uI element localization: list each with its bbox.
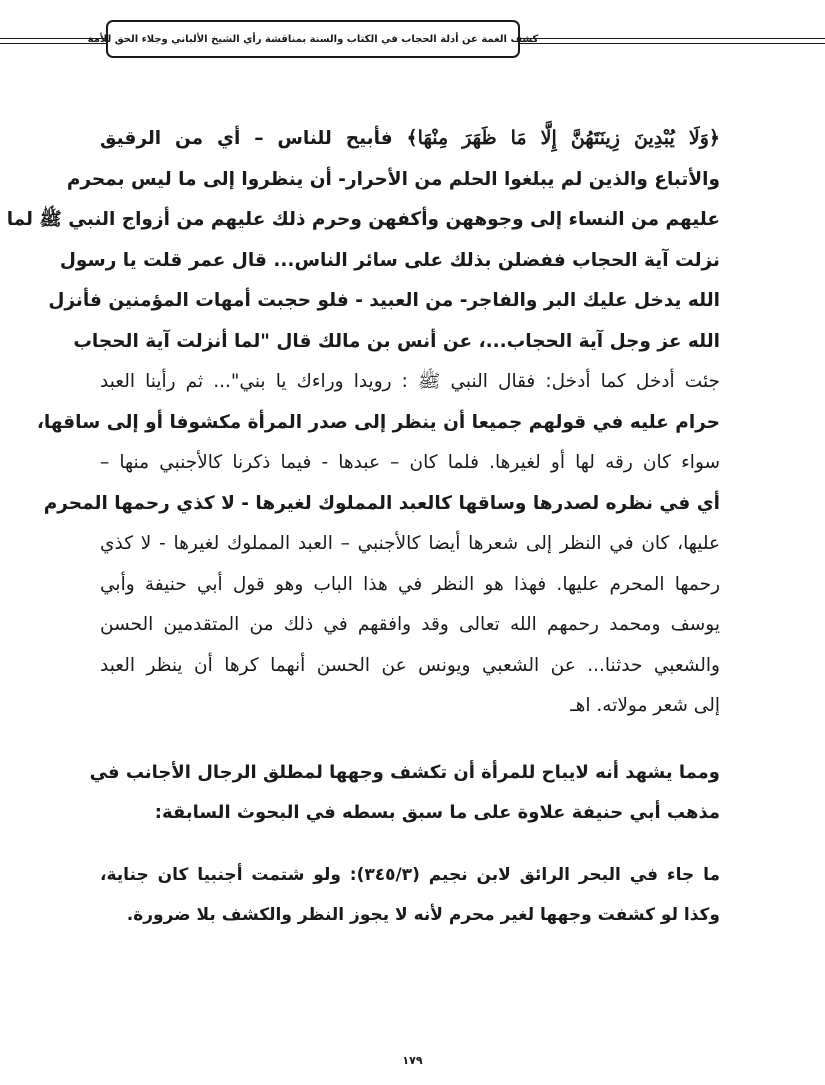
text-line: رحمها المحرم عليها. فهذا هو النظر في هذا الباب وهو قول أبي حنيفة وأبي	[100, 573, 720, 595]
text-line: نزلت آية الحجاب ففضلن بذلك على سائر الناس... قال عمر قلت يا رسول	[59, 249, 720, 271]
paragraph-bahr-raiq-quote	[100, 855, 720, 935]
text-line: ومما يشهد أنه لايباح للمرأة أن تكشف وجهها لمطلق الرجال الأجانب في	[89, 761, 720, 783]
page-body	[6, 118, 720, 935]
text-line: وكذا لو كشفت وجهها لغير محرم لأنه لا يجوز النظر والكشف بلا ضرورة.	[126, 904, 720, 925]
text-line: الله عز وجل آية الحجاب...، عن أنس بن مالك قال "لما أنزلت آية الحجاب	[73, 330, 720, 352]
text-line: والأتباع والذين لم يبلغوا الحلم من الأحرار- أن ينظروا إلى ما ليس بمحرم	[66, 168, 720, 190]
text-line: عليها، كان في النظر إلى شعرها أيضا كالأجنبي – العبد المملوك لغيرها - لا كذي	[100, 533, 720, 554]
text-line: جئت أدخل كما أدخل: فقال النبي ﷺ : رويدا وراءك يا بني"... ثم رأينا العبد	[100, 371, 720, 392]
paragraph-hanafi-evidence	[89, 753, 720, 833]
text-line: سواء كان رقه لها أو لغيرها. فلما كان – عبدها - فيما ذكرنا كالأجنبي منها –	[100, 452, 720, 473]
text-line: عليهم من النساء إلى وجوههن وأكفهن وحرم ذلك عليهم من أزواج النبي ﷺ لما	[6, 209, 720, 230]
text-line: ما جاء في البحر الرائق لابن نجيم (٣٤٥/٣): ولو شتمت أجنبيا كان جناية،	[100, 864, 720, 885]
text-line: مذهب أبي حنيفة علاوة على ما سبق بسطه في البحوث السابقة:	[154, 801, 720, 823]
text-line-1-rest: فأبيح للناس – أي من الرقيق	[100, 128, 393, 149]
text-line: يوسف ومحمد رحمهم الله تعالى وقد وافقهم في ذلك من المتقدمين الحسن	[100, 614, 720, 635]
book-title: كشف الغمة عن أدلة الحجاب في الكتاب والسنة بمناقشة رأي الشيخ الألباني وجلاء الحق للأمة	[87, 33, 539, 45]
text-line-1	[100, 118, 720, 160]
text-line: والشعبي حدثنا... عن الشعبي ويونس عن الحسن أنهما كرها أن ينظر العبد	[100, 654, 720, 676]
page-number: ١٧٩	[402, 1054, 423, 1067]
paragraph-quran-commentary	[6, 118, 720, 727]
text-line: حرام عليه في قولهم جميعا أن ينظر إلى صدر المرأة مكشوفا أو إلى ساقها،	[36, 411, 720, 433]
running-header	[87, 20, 539, 58]
header-rule-right	[520, 38, 825, 44]
text-line: الله يدخل عليك البر والفاجر- من العبيد - فلو حجبت أمهات المؤمنين فأنزل	[48, 290, 720, 311]
text-line: إلى شعر مولاته. اهـ	[570, 695, 720, 716]
text-line: أي في نظره لصدرها وساقها كالعبد المملوك لغيرها - لا كذي رحمها المحرم	[43, 492, 720, 514]
quran-verse: ﴿وَلَا يُبْدِينَ زِينَتَهُنَّ إِلَّا مَا ظَهَرَ مِنْهَا﴾	[406, 127, 720, 149]
